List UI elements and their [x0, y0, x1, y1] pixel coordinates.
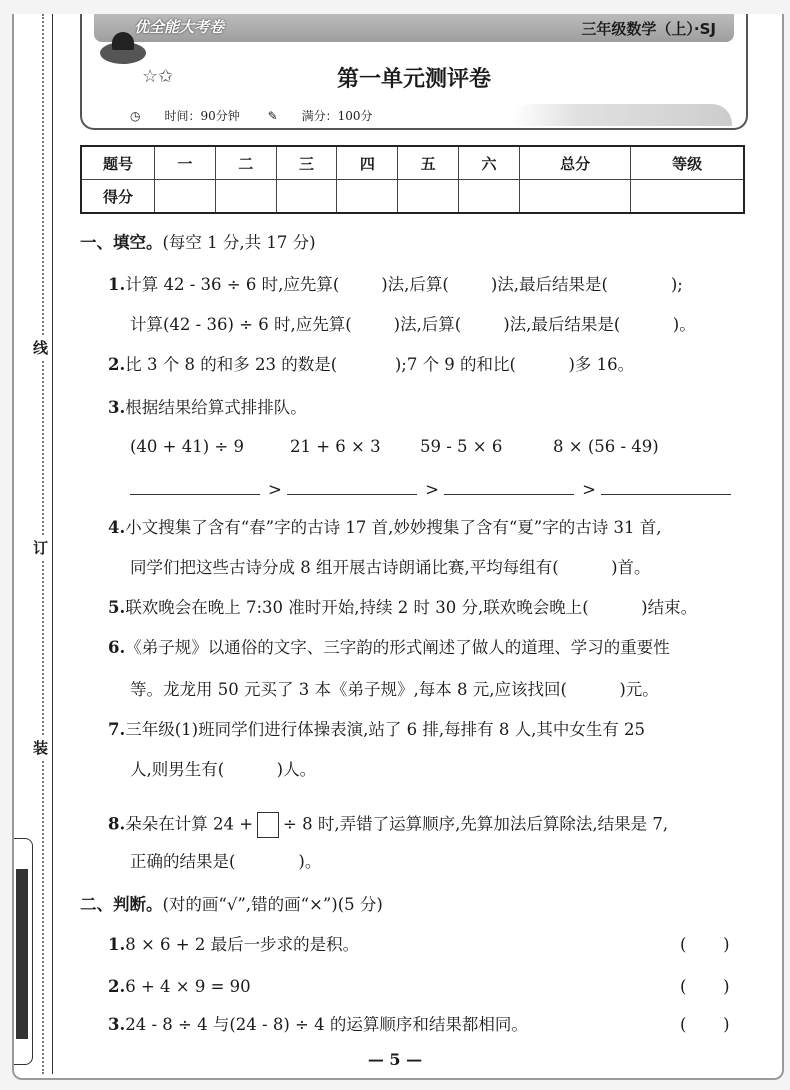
judge-item-2: [108, 979, 251, 996]
question-4b: 同学们把这些古诗分成 8 组开展古诗朗诵比赛,平均每组有( )首。: [130, 558, 651, 577]
side-tab: [14, 838, 33, 1065]
table-row: [81, 180, 744, 214]
question-8b: 正确的结果是( )。: [130, 852, 322, 871]
header-band: [94, 14, 734, 42]
binding-solid-line: [52, 14, 53, 1074]
table-row-label: 得分: [81, 180, 155, 214]
gt-sign: >: [268, 480, 282, 499]
score-cell[interactable]: [631, 180, 744, 214]
judge-item-3: [108, 1017, 528, 1034]
answer-parentheses[interactable]: ( ): [680, 977, 730, 996]
table-header-cell: 总分: [519, 146, 630, 180]
grade-label: 三年级数学（上）·SJ: [581, 20, 716, 38]
score-cell[interactable]: [459, 180, 520, 214]
table-header-cell: 一: [155, 146, 216, 180]
question-7b: 人,则男生有( )人。: [130, 760, 317, 779]
question-text: 8 × 6 + 2 最后一步求的是积。: [125, 935, 360, 954]
table-header-cell: 六: [459, 146, 520, 180]
question-text: 比 3 个 8 的和多 23 的数是( );7 个 9 的和比( )多 16。: [125, 355, 635, 374]
page-title: 第一单元测评卷: [336, 67, 491, 92]
score-cell[interactable]: [276, 180, 337, 214]
score-cell[interactable]: [155, 180, 216, 214]
binding-label-line: 线: [33, 335, 48, 360]
scenery-decoration: [512, 104, 732, 126]
answer-parentheses[interactable]: ( ): [680, 1015, 730, 1034]
question-6b: 等。龙龙用 50 元买了 3 本《弟子规》,每本 8 元,应该找回( )元。: [130, 680, 659, 699]
table-header-cell: 三: [276, 146, 337, 180]
ordering-blanks: [130, 482, 739, 499]
question-number: 2.: [108, 355, 126, 374]
question-text: 24 - 8 ÷ 4 与(24 - 8) ÷ 4 的运算顺序和结果都相同。: [125, 1015, 528, 1034]
question-number: 5.: [108, 598, 126, 617]
stars-icon: ☆✩: [142, 66, 174, 87]
question-text: 小文搜集了含有“春”字的古诗 17 首,妙妙搜集了含有“夏”字的古诗 31 首,: [125, 518, 662, 537]
question-1a: [108, 277, 683, 294]
expression-1: (40 + 41) ÷ 9: [130, 437, 244, 456]
question-7a: [108, 722, 645, 739]
score-cell[interactable]: [337, 180, 398, 214]
binding-label-staple: 订: [33, 535, 48, 560]
question-text: 计算 42 - 36 ÷ 6 时,应先算( )法,后算( )法,最后结果是( );: [125, 275, 683, 294]
answer-blank[interactable]: [287, 494, 417, 495]
expression-2: 21 + 6 × 3: [290, 437, 381, 456]
question-4a: [108, 520, 661, 537]
question-text: 6 + 4 × 9 = 90: [125, 977, 251, 996]
gt-sign: >: [582, 480, 596, 499]
question-2: [108, 357, 634, 374]
question-text: 根据结果给算式排排队。: [125, 398, 307, 417]
answer-blank[interactable]: [601, 494, 731, 495]
table-row: [81, 146, 744, 180]
expression-4: 8 × (56 - 49): [553, 437, 659, 456]
score-cell[interactable]: [215, 180, 276, 214]
full-score: 满分：100分: [301, 109, 373, 123]
question-number: 1.: [108, 275, 126, 294]
question-1b: 计算(42 - 36) ÷ 6 时,应先算( )法,后算( )法,最后结果是( )。: [130, 315, 696, 334]
heading-text: 一、填空。: [80, 233, 163, 252]
answer-blank[interactable]: [130, 494, 260, 495]
heading-text: 二、判断。: [80, 895, 163, 914]
question-number: 7.: [108, 720, 126, 739]
heading-note: (对的画“√”,错的画“×”)(5 分): [162, 895, 383, 914]
question-number: 6.: [108, 638, 126, 657]
header-banner: [80, 14, 748, 130]
question-text: 三年级(1)班同学们进行体操表演,站了 6 排,每排有 8 人,其中女生有 25: [125, 720, 646, 739]
answer-box[interactable]: [257, 812, 279, 838]
page-number: — 5 —: [367, 1050, 423, 1069]
question-text: 朵朵在计算 24 +: [125, 814, 254, 834]
table-header-cell: 等级: [631, 146, 744, 180]
binding-label-bind: 装: [33, 735, 48, 760]
ufo-icon: [100, 42, 146, 64]
table-header-cell: 题号: [81, 146, 155, 180]
question-6a: [108, 640, 670, 657]
question-text: 联欢晚会在晚上 7:30 准时开始,持续 2 时 30 分,联欢晚会晚上( )结束。: [125, 598, 698, 617]
question-8a: [108, 812, 668, 838]
section1-heading: [80, 235, 316, 252]
heading-note: (每空 1 分,共 17 分): [162, 233, 316, 252]
question-text: 《弟子规》以通俗的文字、三字韵的形式阐述了做人的道理、学习的重要性: [125, 638, 670, 657]
pencil-icon: ✎: [267, 109, 278, 123]
section2-heading: [80, 897, 383, 914]
question-5: [108, 600, 697, 617]
question-number: 4.: [108, 518, 126, 537]
question-number: 1.: [108, 935, 126, 954]
table-header-cell: 四: [337, 146, 398, 180]
question-number: 3.: [108, 398, 126, 417]
brand-logo: 优全能大考卷: [134, 18, 225, 36]
question-number: 8.: [108, 814, 126, 834]
table-header-cell: 二: [215, 146, 276, 180]
exam-meta: [130, 107, 397, 124]
question-3: [108, 400, 307, 417]
question-number: 2.: [108, 977, 126, 996]
clock-icon: ◷: [130, 109, 141, 123]
answer-blank[interactable]: [444, 494, 574, 495]
score-cell[interactable]: [519, 180, 630, 214]
answer-parentheses[interactable]: ( ): [680, 935, 730, 954]
score-table: [80, 145, 745, 214]
question-text: ÷ 8 时,弄错了运算顺序,先算加法后算除法,结果是 7,: [283, 814, 669, 834]
table-header-cell: 五: [398, 146, 459, 180]
gt-sign: >: [425, 480, 439, 499]
time-limit: 时间：90分钟: [164, 109, 240, 123]
score-cell[interactable]: [398, 180, 459, 214]
expression-3: 59 - 5 × 6: [420, 437, 503, 456]
judge-item-1: [108, 937, 359, 954]
question-number: 3.: [108, 1015, 126, 1034]
